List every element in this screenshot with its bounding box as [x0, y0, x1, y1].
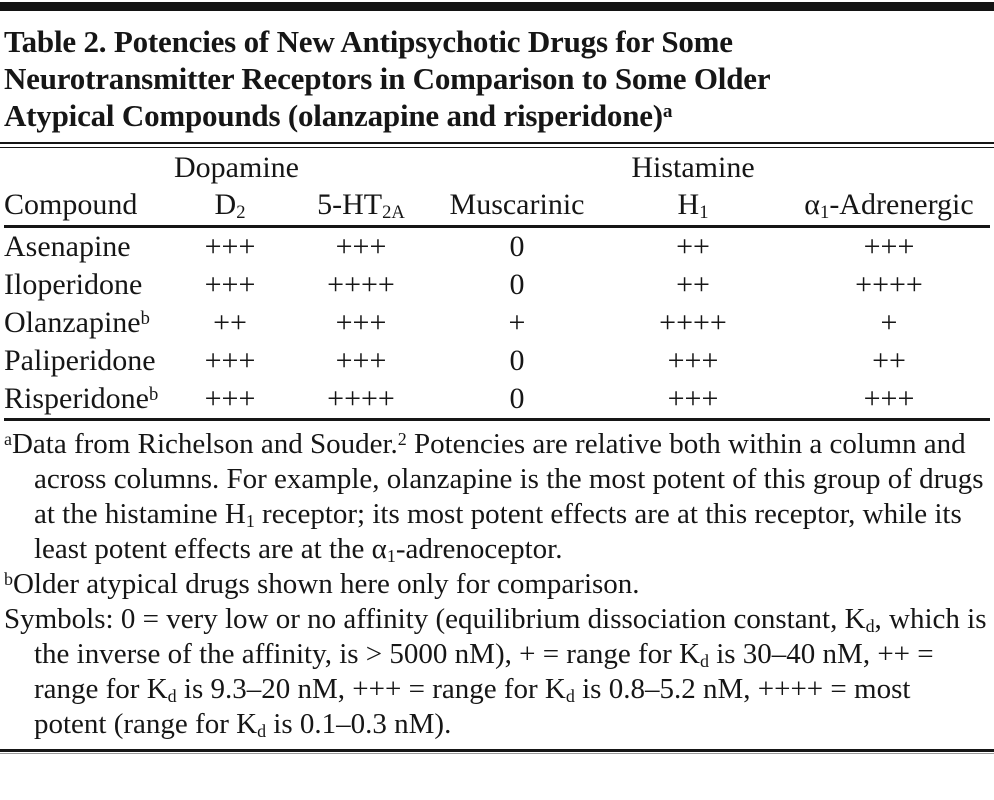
compound-name: Risperidone$^b$ [4, 382, 159, 415]
potency-cell: +++ [863, 230, 915, 263]
column-header-h1: $H_1$ [598, 185, 788, 227]
table-row-paliperidone [4, 342, 990, 380]
compound-name: Olanzapine$^b$ [4, 306, 150, 339]
potency-cell: ++++ [855, 268, 923, 301]
group-header-histamine: Histamine [631, 151, 755, 184]
empty-cell [286, 150, 436, 185]
column-header-muscarinic: Muscarinic [436, 185, 598, 227]
potency-cell: +++ [667, 382, 719, 415]
empty-cell [436, 150, 598, 185]
footnote-b: $^b$Older atypical drugs shown here only for comparison. [4, 568, 640, 600]
compound-name: Iloperidone [4, 268, 143, 301]
potency-cell: 0 [509, 268, 525, 301]
table-title-line-2: Neurotransmitter Receptors in Comparison to Some Older [4, 61, 771, 96]
potency-cell: +++ [863, 382, 915, 415]
table-title-line-3: Atypical Compounds (olanzapine and risperidone)$^a$ [4, 98, 673, 133]
potency-cell: + [880, 306, 898, 339]
top-rule [0, 2, 994, 11]
column-header-compound: Compound [4, 185, 174, 227]
potency-cell: ++++ [327, 382, 395, 415]
potency-cell: 0 [509, 382, 525, 415]
table-title-line-1: Table 2. Potencies of New Antipsychotic Drugs for Some [4, 24, 733, 59]
table-row-asenapine [4, 227, 990, 267]
receptor-group-header-row [4, 150, 990, 185]
potency-cell: +++ [204, 230, 256, 263]
table-figure [0, 2, 994, 754]
column-header-alpha1-adrenergic: $\alpha_1$-Adrenergic [788, 185, 990, 227]
table-row-olanzapine [4, 304, 990, 342]
bottom-rule [0, 749, 994, 754]
potency-cell: + [508, 306, 526, 339]
compound-name: Paliperidone [4, 344, 156, 377]
potency-cell: 0 [509, 230, 525, 263]
potency-cell: 0 [509, 344, 525, 377]
title-separator-rule [0, 142, 994, 148]
empty-cell [4, 150, 174, 185]
table-footnotes [4, 427, 990, 742]
column-header-d2: $D_2$ [174, 185, 286, 227]
potency-cell: +++ [335, 344, 387, 377]
potency-cell: +++ [204, 344, 256, 377]
potency-cell: +++ [667, 344, 719, 377]
potency-cell: ++++ [327, 268, 395, 301]
column-header-5ht2a: $5-HT_{2A}$ [286, 185, 436, 227]
table-row-risperidone [4, 380, 990, 420]
potency-cell: +++ [335, 306, 387, 339]
table-title [4, 23, 990, 134]
potency-cell: +++ [335, 230, 387, 263]
compound-name: Asenapine [4, 230, 131, 263]
potency-cell: ++ [676, 230, 710, 263]
table-row-iloperidone [4, 266, 990, 304]
potency-table [4, 150, 990, 421]
potency-cell: +++ [204, 268, 256, 301]
potency-cell: ++++ [659, 306, 727, 339]
footnote-symbols: Symbols: 0 = very low or no affinity (equilibrium dissociation constant, $K_d$, which is the inverse of the affinity, is > 5000 nM), + = range for $K_d$ is 30–40 nM, ++ = range for $K_d$ is 9.3–20 nM, +++ = range for $K_d$ is 0.8–5.2 nM, ++++ = most potent (range for $K_d$ is 0.1–0.3 nM). [4, 603, 987, 741]
group-header-dopamine: Dopamine [174, 151, 299, 184]
potency-cell: ++ [676, 268, 710, 301]
column-header-row [4, 185, 990, 227]
empty-cell [788, 150, 990, 185]
potency-cell: ++ [213, 306, 247, 339]
footnote-a: $^a$Data from Richelson and Souder.$^2$ Potencies are relative both within a column and across columns. For example, olanzapine is the most potent of this group of drugs at the histamine $H_1$ receptor; its most potent effects are at this receptor, while its least potent effects are at the $\alpha_1$-adrenoceptor. [4, 428, 984, 566]
potency-cell: ++ [872, 344, 906, 377]
potency-cell: +++ [204, 382, 256, 415]
